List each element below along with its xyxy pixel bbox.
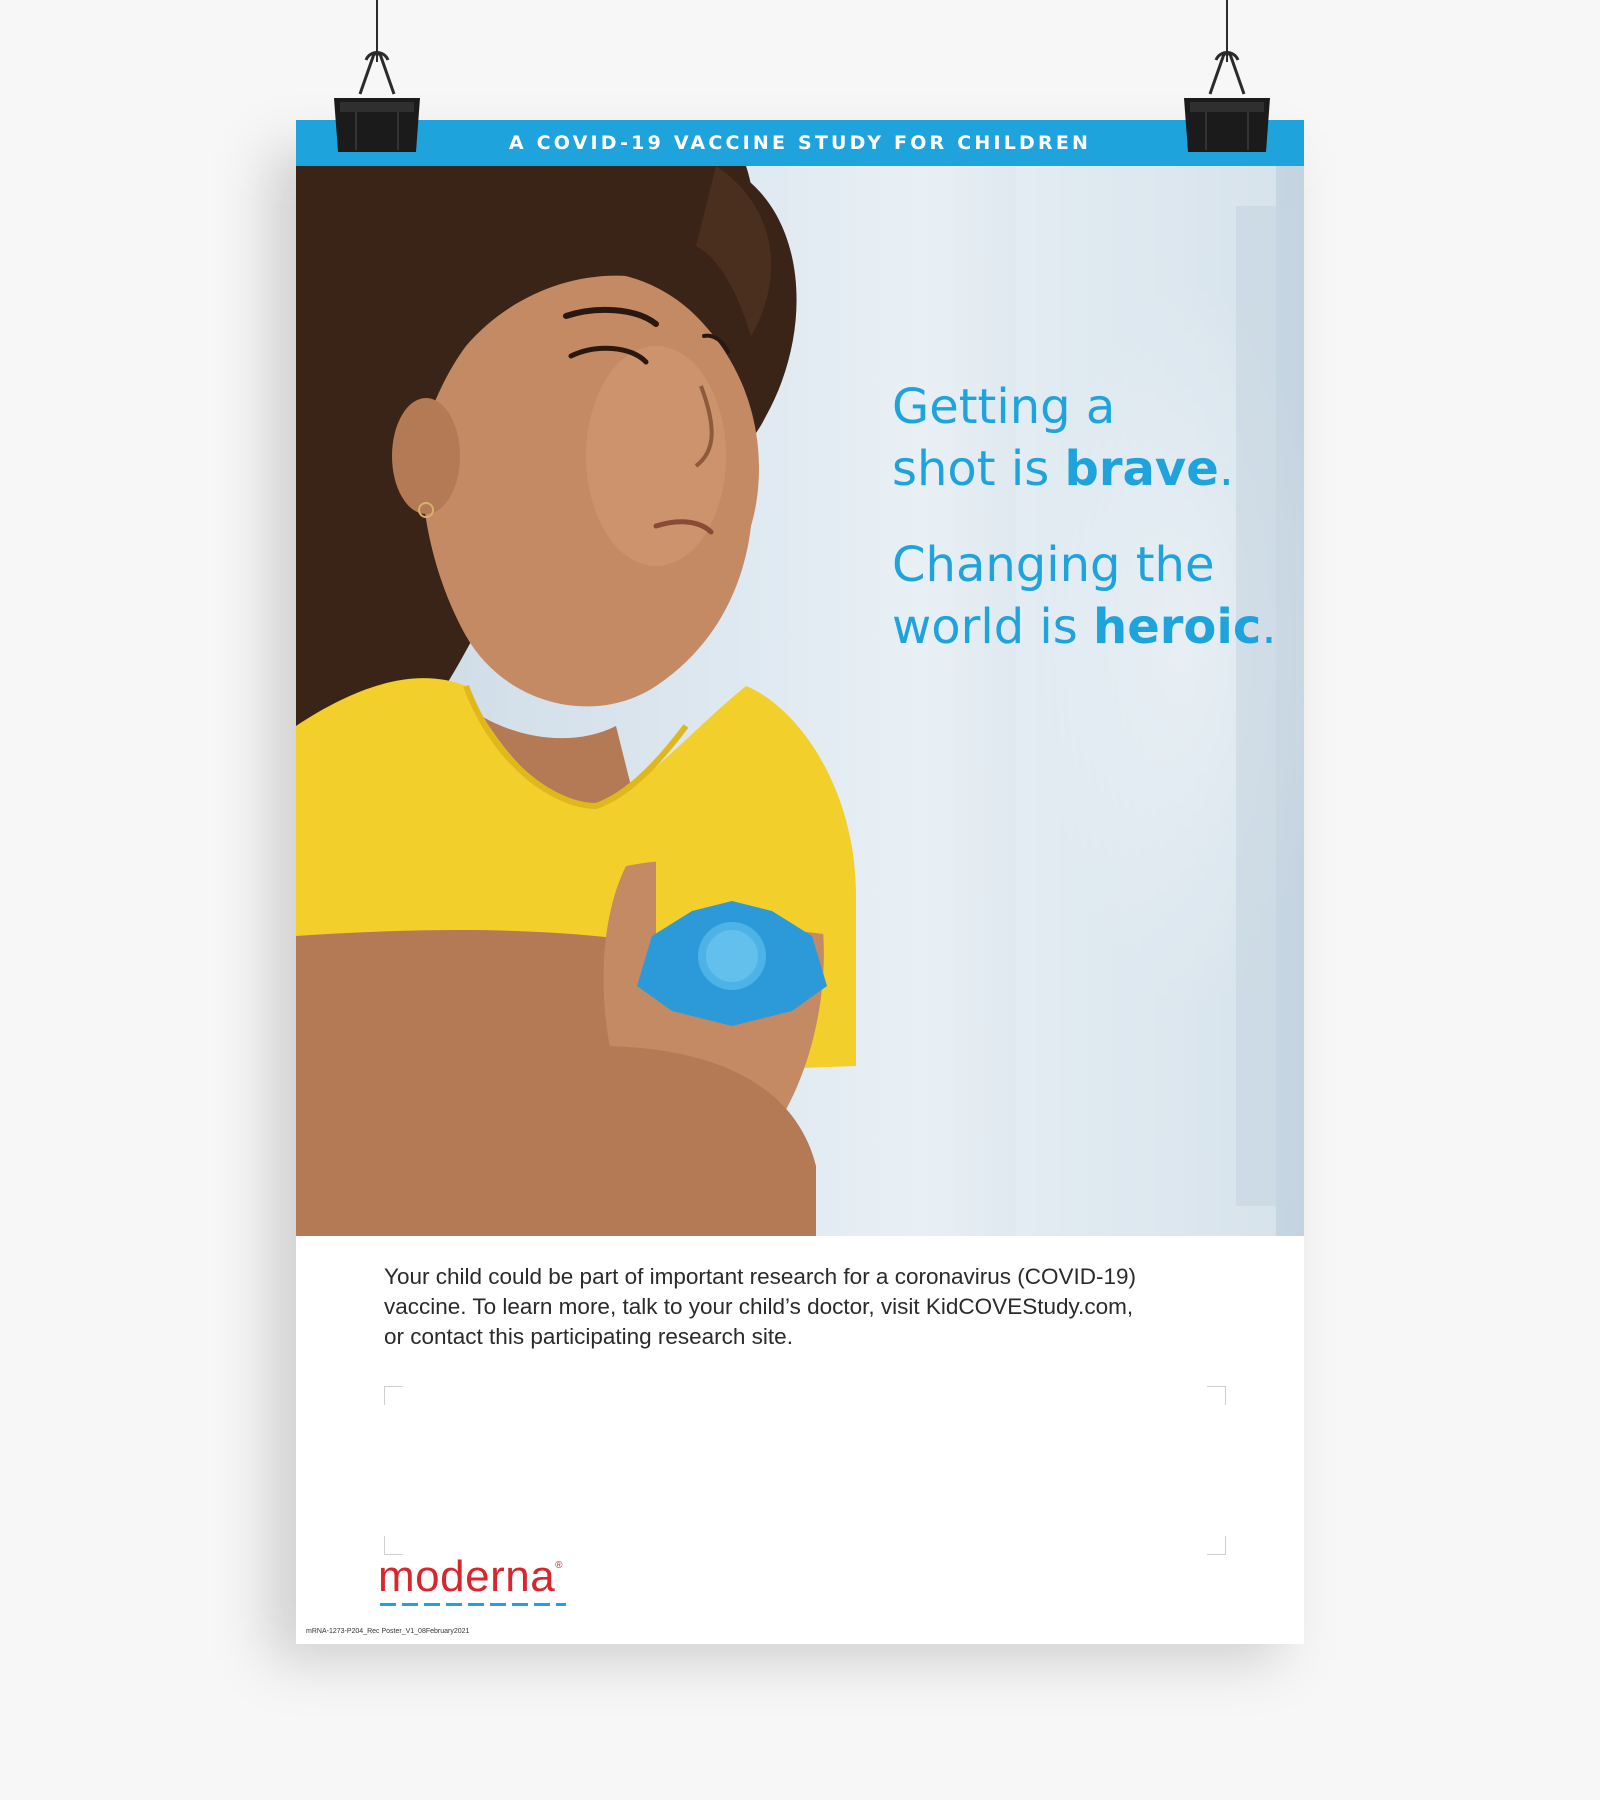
- child-illustration: [296, 166, 1304, 1236]
- body-copy: [384, 1262, 1244, 1352]
- headline-line-2-suffix: .: [1218, 441, 1235, 497]
- headline-brave: [892, 376, 1277, 500]
- child-photo: [296, 166, 1304, 1236]
- research-site-box: [384, 1386, 1225, 1554]
- headline-line-4-suffix: .: [1261, 599, 1277, 655]
- headline-line-3: Changing the: [892, 537, 1215, 593]
- headline-line-2-prefix: shot is: [892, 441, 1065, 497]
- headline-line-1: Getting a: [892, 379, 1116, 435]
- site-box-corner-bottom-right: [1207, 1536, 1226, 1555]
- headline-brave-word: brave: [1064, 441, 1219, 497]
- binder-clip-icon: [1180, 50, 1274, 154]
- body-line-2: vaccine. To learn more, talk to your child’s doctor, visit KidCOVEStudy.com,: [384, 1294, 1134, 1319]
- headline: [892, 376, 1277, 692]
- body-line-3: or contact this participating research site.: [384, 1324, 793, 1349]
- logo-dashed-rule: [380, 1603, 566, 1606]
- site-box-corner-top-right: [1207, 1386, 1226, 1405]
- site-box-corner-top-left: [384, 1386, 403, 1405]
- logo-text: moderna: [378, 1552, 556, 1601]
- banner-text: A COVID-19 VACCINE STUDY FOR CHILDREN: [508, 132, 1092, 154]
- binder-clip-icon: [330, 50, 424, 154]
- job-code: mRNA-1273-P204_Rec Poster_V1_08February2021: [306, 1628, 470, 1635]
- headline-heroic: [892, 534, 1277, 658]
- moderna-logo: [378, 1552, 563, 1602]
- headline-heroic-word: heroic: [1093, 599, 1262, 655]
- poster: [296, 120, 1304, 1644]
- headline-line-4-prefix: world is: [892, 599, 1094, 655]
- logo-mark: ®: [555, 1560, 564, 1571]
- body-line-1: Your child could be part of important research for a coronavirus (COVID-19): [384, 1264, 1137, 1289]
- study-banner: [296, 120, 1304, 166]
